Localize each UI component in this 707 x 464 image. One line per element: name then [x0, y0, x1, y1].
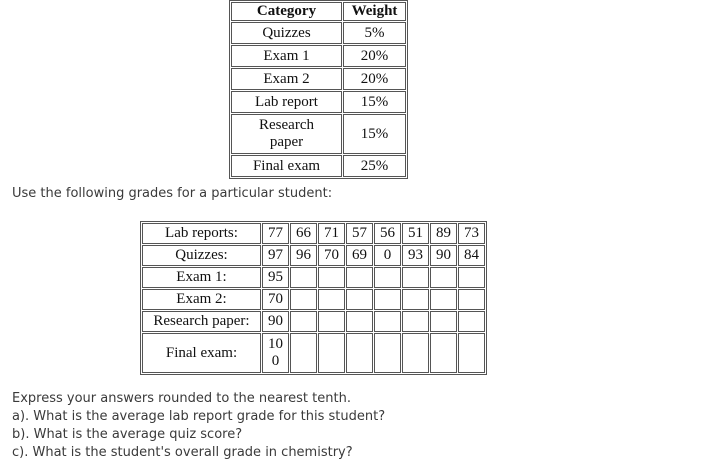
- question-c: c). What is the student's overall grade in chemistry?: [12, 445, 353, 460]
- category-cell: Quizzes: [231, 22, 342, 44]
- grade-cell: [458, 333, 485, 373]
- grade-cell: 90: [262, 311, 289, 332]
- grades-row-lab-reports: [142, 223, 485, 244]
- grade-cell: [374, 311, 401, 332]
- weight-table-row: [231, 45, 406, 67]
- grade-cell: [318, 333, 345, 373]
- grade-cell: 0: [374, 245, 401, 266]
- grade-cell: 73: [458, 223, 485, 244]
- grade-value: 100: [268, 336, 283, 369]
- question-b: b). What is the average quiz score?: [12, 427, 243, 442]
- category-cell: Exam 2: [231, 68, 342, 90]
- grade-cell: [262, 333, 289, 373]
- grades-row-research-paper: [142, 311, 485, 332]
- grade-cell: [402, 333, 429, 373]
- weight-cell: 5%: [343, 22, 406, 44]
- grade-cell: 70: [262, 289, 289, 310]
- grade-cell: [346, 333, 373, 373]
- grade-cell: [374, 267, 401, 288]
- grade-cell: 66: [290, 223, 317, 244]
- weight-header: Weight: [343, 2, 406, 21]
- grade-cell: [290, 289, 317, 310]
- category-cell: Exam 1: [231, 45, 342, 67]
- grade-cell: [346, 311, 373, 332]
- weight-cell: 20%: [343, 68, 406, 90]
- category-text: Research paper: [259, 117, 314, 150]
- grade-cell: [374, 289, 401, 310]
- category-cell: Final exam: [231, 155, 342, 177]
- grade-cell: [458, 289, 485, 310]
- question-a: a). What is the average lab report grade for this student?: [12, 409, 386, 424]
- weight-table-row: [231, 22, 406, 44]
- grade-cell: [346, 267, 373, 288]
- grade-cell: 70: [318, 245, 345, 266]
- grade-cell: [318, 289, 345, 310]
- weight-table-row: [231, 114, 406, 154]
- grade-cell: [346, 289, 373, 310]
- instruction-text: Express your answers rounded to the nearest tenth.: [12, 391, 351, 406]
- grade-cell: [402, 267, 429, 288]
- grade-cell: 69: [346, 245, 373, 266]
- grade-cell: [374, 333, 401, 373]
- weight-table-row: [231, 68, 406, 90]
- grades-row-quizzes: [142, 245, 485, 266]
- grade-cell: 89: [430, 223, 457, 244]
- grade-cell: [458, 267, 485, 288]
- grade-cell: 71: [318, 223, 345, 244]
- weight-cell: 15%: [343, 114, 406, 154]
- row-label: Lab reports:: [142, 223, 261, 244]
- weight-table-row: [231, 155, 406, 177]
- category-header: Category: [231, 2, 342, 21]
- grades-row-exam-1: [142, 267, 485, 288]
- grade-cell: [290, 333, 317, 373]
- row-label: Exam 1:: [142, 267, 261, 288]
- row-label: Exam 2:: [142, 289, 261, 310]
- grade-cell: [430, 333, 457, 373]
- grade-cell: [458, 311, 485, 332]
- grade-cell: [290, 311, 317, 332]
- grade-cell: [318, 311, 345, 332]
- grade-cell: 57: [346, 223, 373, 244]
- grade-cell: 93: [402, 245, 429, 266]
- row-label: Research paper:: [142, 311, 261, 332]
- student-grades-table: [140, 221, 487, 375]
- grade-cell: [430, 267, 457, 288]
- grade-cell: [430, 289, 457, 310]
- weight-cell: 20%: [343, 45, 406, 67]
- grade-cell: [402, 311, 429, 332]
- grade-cell: 56: [374, 223, 401, 244]
- grade-cell: [430, 311, 457, 332]
- weight-cell: 25%: [343, 155, 406, 177]
- grade-cell: [402, 289, 429, 310]
- grade-cell: [290, 267, 317, 288]
- grade-cell: 96: [290, 245, 317, 266]
- grades-row-exam-2: [142, 289, 485, 310]
- grade-cell: 84: [458, 245, 485, 266]
- grade-cell: 95: [262, 267, 289, 288]
- weight-table-row: [231, 91, 406, 113]
- category-cell: Lab report: [231, 91, 342, 113]
- questions-block: [12, 390, 385, 462]
- weight-table-header-row: [231, 2, 406, 21]
- grade-cell: 90: [430, 245, 457, 266]
- grade-cell: 97: [262, 245, 289, 266]
- grade-cell: 51: [402, 223, 429, 244]
- grade-cell: 77: [262, 223, 289, 244]
- weight-cell: 15%: [343, 91, 406, 113]
- row-label: Final exam:: [142, 333, 261, 373]
- intro-text: Use the following grades for a particular student:: [12, 186, 333, 201]
- category-cell: [231, 114, 342, 154]
- row-label: Quizzes:: [142, 245, 261, 266]
- category-weight-table: [229, 0, 408, 179]
- grade-cell: [318, 267, 345, 288]
- grades-row-final-exam: [142, 333, 485, 373]
